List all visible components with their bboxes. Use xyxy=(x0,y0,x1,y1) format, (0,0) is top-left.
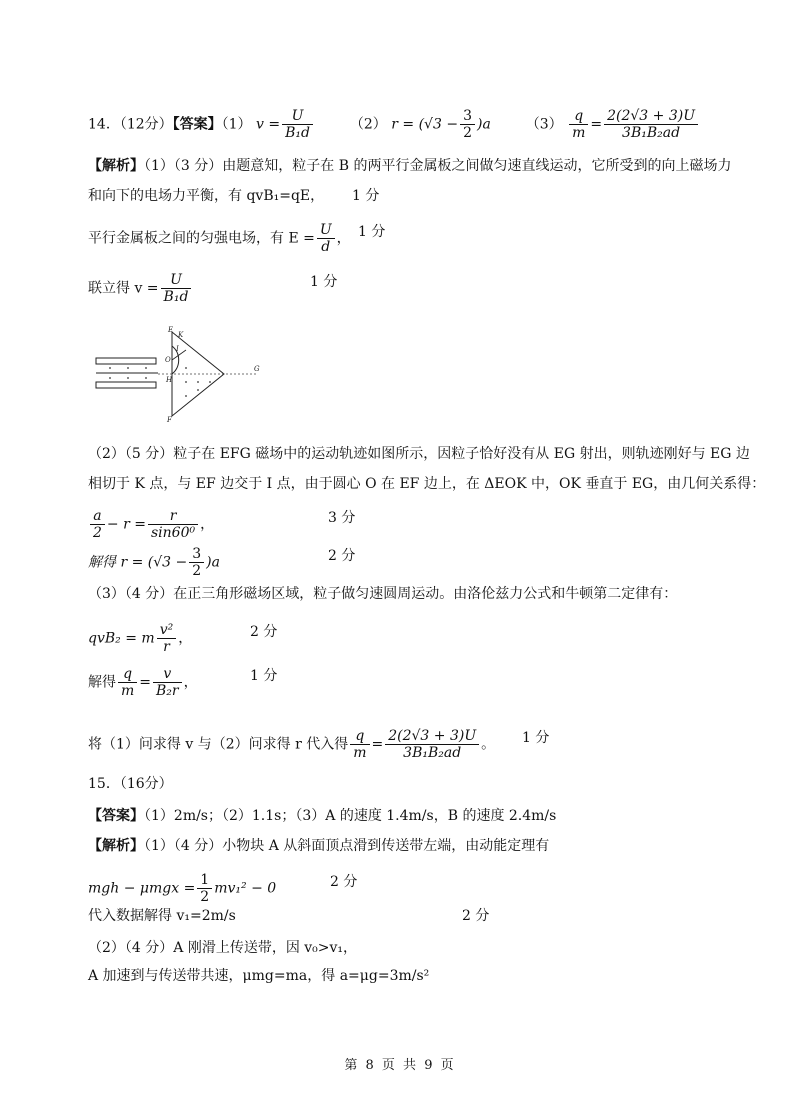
q14-ans2-rhs: )a xyxy=(476,116,491,133)
q14-p1-line3-pts: 1 分 xyxy=(358,224,386,240)
q14-p1-line3-post: ， xyxy=(336,230,351,247)
q14-p1-line2: 和向下的电场力平衡，有 qvB₁=qE， xyxy=(88,188,325,204)
q14-p2-line2: 相切于 K 点，与 EF 边交于 I 点，由于圆心 O 在 EF 边上，在 ΔEOK 中，OK 垂直于 EG，由几何关系得： xyxy=(88,476,766,492)
label-o: O xyxy=(165,356,171,364)
q14-p2-sol-pre: 解得 r = (√3 − xyxy=(88,554,188,571)
figure-labels xyxy=(165,326,260,424)
q14-p3-sol-frac: $\frac{v}{\text{B₂r}}$ xyxy=(153,666,182,699)
q15-p1-eq-pre: mgh − μmgx = xyxy=(88,880,196,897)
q14-p1-line4-pts: 1 分 xyxy=(310,274,338,290)
q14-p3-sol xyxy=(88,666,198,699)
q14-p3-sol-lfrac: $\frac{q}{m}$ xyxy=(118,666,137,699)
q14-ans2-label: （2） xyxy=(349,116,387,133)
q15-answer-text: （1）2m/s；（2）1.1s；（3）A 的速度 1.4m/s，B 的速度 2.4m/s xyxy=(144,808,557,824)
q14-p1-line1 xyxy=(88,156,731,176)
plate-top xyxy=(96,358,156,364)
q15-p1-eq-post: mv₁² − 0 xyxy=(214,880,277,897)
q14-p1-line2-pts: 1 分 xyxy=(352,188,380,204)
q14-p2-eq-a-frac: $\frac{a}{2}$ xyxy=(90,508,105,541)
q14-p2-sol-frac: $\frac{3}{2}$ xyxy=(189,546,204,579)
q14-ans3-lhs-frac: $\frac{q}{m}$ xyxy=(569,108,588,141)
q15-p2-line2: A 加速到与传送带共速，μmg=ma，得 a=μg=3m/s² xyxy=(88,968,430,984)
q14-p1-line3-pre: 平行金属板之间的匀强电场，有 E = xyxy=(88,230,315,247)
q14-heading: 14．（12分） xyxy=(88,116,173,133)
q14-p3-sol-post: ， xyxy=(183,674,198,691)
q15-p1-eq-pts: 2 分 xyxy=(330,874,358,890)
label-e: E xyxy=(168,326,174,334)
q14-p2-eq xyxy=(88,508,214,541)
q14-ans1-lhs: v = xyxy=(256,116,281,133)
q14-p2-eq-post: ， xyxy=(200,516,215,533)
q14-p3-final-post: 。 xyxy=(481,736,496,753)
q14-p2-eq-mid: − r = xyxy=(106,516,146,533)
q14-p3-final-frac: $\frac{2(2√3 + 3)U}{\text{3B₁B₂ad}}$ xyxy=(385,728,479,761)
q15-p2-line1: （2）（4 分）A 刚滑上传送带，因 v₀>v₁， xyxy=(88,940,358,956)
q14-p3-final-lfrac: $\frac{q}{m}$ xyxy=(350,728,369,761)
q15-p1-sol: 代入数据解得 v₁=2m/s xyxy=(88,908,236,924)
q14-p3-sol-mid: = xyxy=(139,674,152,691)
label-i: I xyxy=(176,345,179,353)
label-k: K xyxy=(178,331,184,339)
q14-ans1-label: （1） xyxy=(221,116,252,133)
q15-p1-text1: （1）（4 分）小物块 A 从斜面顶点滑到传送带左端，由动能定理有 xyxy=(144,838,550,854)
q14-ans2-frac: $\frac{3}{2}$ xyxy=(460,108,475,141)
q14-p1-line3 xyxy=(88,222,351,255)
q14-p2-line1: （2）（5 分）粒子在 EFG 磁场中的运动轨迹如图所示，因粒子恰好没有从 EG 射出，则轨迹刚好与 EG 边 xyxy=(88,446,750,462)
q14-p3-eq-post: ， xyxy=(178,630,193,647)
q15-analysis-tag: 【解析】 xyxy=(88,838,144,854)
q14-p3-eq-pts: 2 分 xyxy=(250,624,278,640)
q14-answer-tag: 【答案】 xyxy=(172,116,222,133)
q15-p1-eq xyxy=(88,872,276,905)
q15-answer-line xyxy=(88,806,556,826)
q14-p2-eq-r-frac: $\frac{r}{\text{sin60⁰}}$ xyxy=(148,508,198,541)
q14-p3-sol-pre: 解得 xyxy=(88,674,116,691)
q14-ans3-frac: $\frac{2(2√3 + 3)U}{\text{3B₁B₂ad}}$ xyxy=(604,108,698,141)
q14-p3-eq xyxy=(88,622,192,655)
q14-p2-sol-post: )a xyxy=(206,554,220,571)
q14-p1-text1: （1）（3 分）由题意知，粒子在 B 的两平行金属板之间做匀速直线运动，它所受到的向上磁场力 xyxy=(144,158,732,174)
q14-ans1-frac: $\frac{U}{\text{B₁d}}$ xyxy=(282,108,313,141)
label-f: F xyxy=(167,416,172,424)
q14-p3-line1: （3）（4 分）在正三角形磁场区域，粒子做匀速圆周运动。由洛伦兹力公式和牛顿第二定律有： xyxy=(88,586,678,602)
q15-heading: 15．（16分） xyxy=(88,776,173,792)
q14-p3-final-pre: 将（1）问求得 v 与（2）问求得 r 代入得 xyxy=(88,736,349,753)
q14-ans3-label: （3） xyxy=(525,116,563,133)
q14-p1-line3-frac: $\frac{U}{d}$ xyxy=(317,222,335,255)
page-footer: 第 8 页 共 9 页 xyxy=(344,1058,456,1073)
label-h: H xyxy=(166,376,173,384)
q15-p1-line1 xyxy=(88,836,549,856)
field-marks-triangle xyxy=(185,367,211,397)
q14-p2-sol-pts: 2 分 xyxy=(328,548,356,564)
field-diagram xyxy=(90,324,270,424)
q14-p3-sol-pts: 1 分 xyxy=(250,668,278,684)
q14-p3-eq-pre: qvB₂ = m xyxy=(88,630,155,647)
q14-p2-sol xyxy=(88,546,220,579)
q15-p1-sol-pts: 2 分 xyxy=(462,908,490,924)
plate-bottom xyxy=(96,382,156,388)
q14-p2-eq-pts: 3 分 xyxy=(328,510,356,526)
q15-answer-tag: 【答案】 xyxy=(88,808,144,824)
q14-p1-line4-pre: 联立得 v = xyxy=(88,280,159,297)
q14-p3-final-pts: 1 分 xyxy=(522,730,550,746)
q14-answer-line: 14．（12分）【答案】（1） v = $\frac{U}{\text{B₁d}}$ （2） r = (√3 − $\frac{3}{2}$ )a （3） $\frac{q}{m}$ = $\frac{2(2√3 + 3)U}{\text{3B₁B₂ad}}$ xyxy=(88,108,700,141)
q14-ans2-lhs: r = (√3 − xyxy=(391,116,459,133)
q14-p1-line4 xyxy=(88,272,193,305)
q14-p3-final-mid: = xyxy=(371,736,384,753)
q14-p3-final xyxy=(88,728,495,761)
q15-p1-eq-frac: $\frac{1}{2}$ xyxy=(197,872,212,905)
q14-p1-line4-frac: $\frac{U}{\text{B₁d}}$ xyxy=(161,272,192,305)
label-g: G xyxy=(254,365,260,373)
q14-analysis-tag: 【解析】 xyxy=(88,158,144,174)
q14-p3-eq-frac: $\frac{\text{v²}}{r}$ xyxy=(157,622,177,655)
